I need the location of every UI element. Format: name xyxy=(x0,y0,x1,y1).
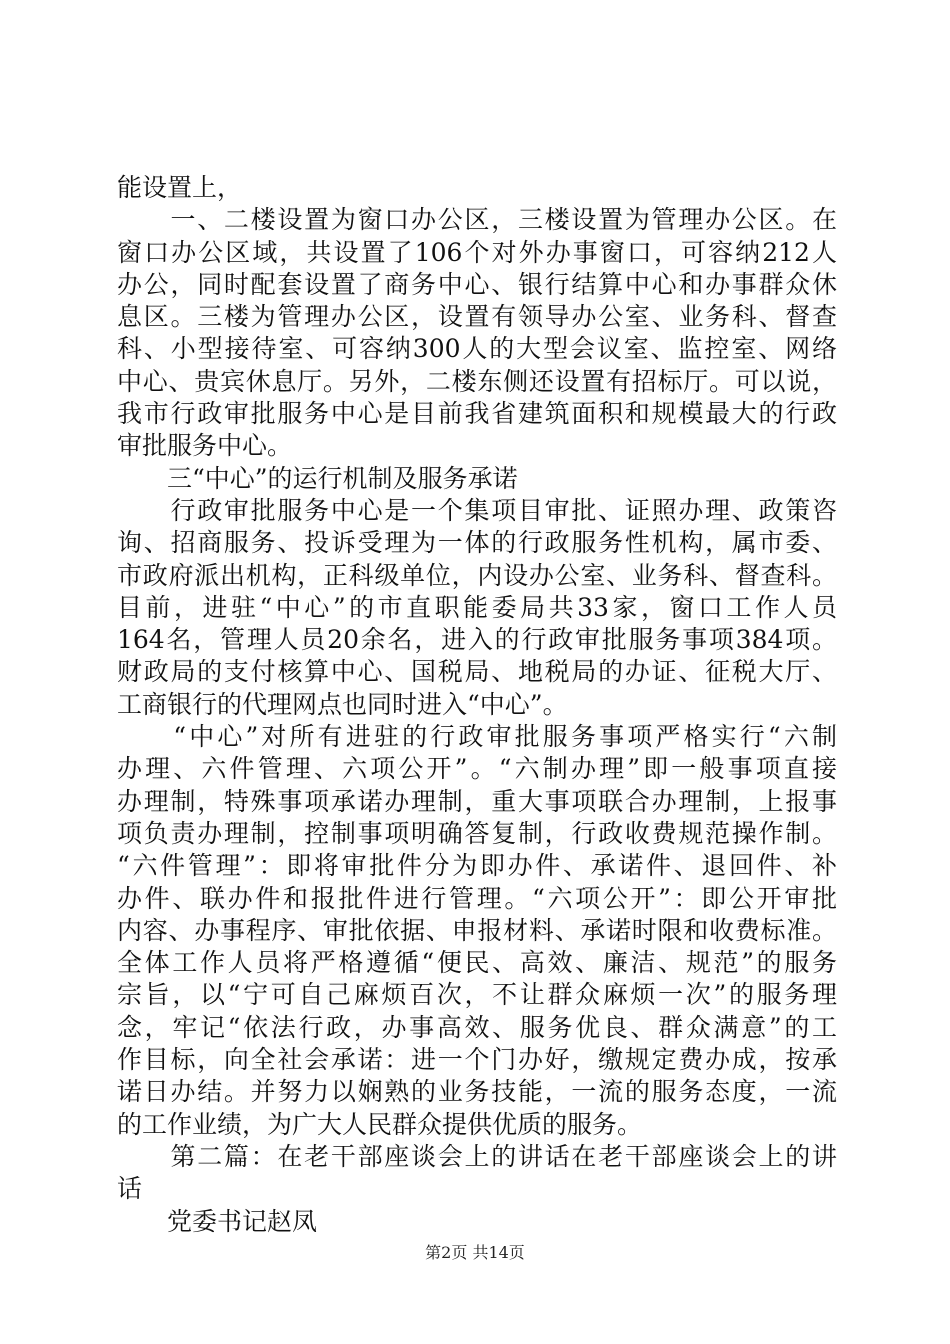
text-line: 诺日办结。并努力以娴熟的业务技能，一流的服务态度，一流 xyxy=(117,1077,837,1107)
text-line: 中心、贵宾休息厅。另外，二楼东侧还设置有招标厅。可以说， xyxy=(117,366,837,396)
text-line: 作目标，向全社会承诺：进一个门办好，缴规定费办成，按承 xyxy=(117,1045,837,1075)
text-line: 我市行政审批服务中心是目前我省建筑面积和规模最大的行政 xyxy=(117,399,837,429)
text-line: “六件管理”：即将审批件分为即办件、承诺件、退回件、补 xyxy=(117,851,837,881)
text-line: 办理制，特殊事项承诺办理制，重大事项联合办理制，上报事 xyxy=(117,786,837,816)
text-line: “中心”对所有进驻的行政审批服务事项严格实行“六制 xyxy=(117,722,837,752)
text-line: 询、招商服务、投诉受理为一体的行政服务性机构，属市委、 xyxy=(117,528,837,558)
text-line: 息区。三楼为管理办公区，设置有领导办公室、业务科、督查 xyxy=(117,302,837,332)
text-line: 办公，同时配套设置了商务中心、银行结算中心和办事群众休 xyxy=(117,269,837,299)
page-number: 第2页 共14页 xyxy=(425,1243,525,1262)
text-line: 项负责办理制，控制事项明确答复制，行政收费规范操作制。 xyxy=(117,818,837,848)
section-heading: 三“中心”的运行机制及服务承诺 xyxy=(117,463,518,493)
text-line: 一、二楼设置为窗口办公区，三楼设置为管理办公区。在 xyxy=(117,205,837,235)
text-line: 市政府派出机构，正科级单位，内设办公室、业务科、督查科。 xyxy=(117,560,837,590)
text-line: 宗旨，以“宁可自己麻烦百次，不让群众麻烦一次”的服务理 xyxy=(117,980,837,1010)
text-line: 科、小型接待室、可容纳300人的大型会议室、监控室、网络 xyxy=(117,334,837,364)
text-line: 工商银行的代理网点也同时进入“中心”。 xyxy=(117,689,568,719)
text-line: 第二篇：在老干部座谈会上的讲话在老干部座谈会上的讲 xyxy=(117,1141,837,1171)
text-line: 的工作业绩，为广大人民群众提供优质的服务。 xyxy=(117,1109,643,1139)
text-line: 话 xyxy=(117,1174,143,1204)
text-line: 目前，进驻“中心”的市直职能委局共33家，窗口工作人员 xyxy=(117,592,837,622)
text-line: 办理、六件管理、六项公开”。“六制办理”即一般事项直接 xyxy=(117,754,837,784)
document-body xyxy=(117,172,837,1238)
text-line: 窗口办公区域，共设置了106个对外办事窗口，可容纳212人 xyxy=(117,237,837,267)
text-line: 内容、办事程序、审批依据、申报材料、承诺时限和收费标准。 xyxy=(117,915,837,945)
text-line: 念，牢记“依法行政，办事高效、服务优良、群众满意”的工 xyxy=(117,1012,837,1042)
text-line: 全体工作人员将严格遵循“便民、高效、廉洁、规范”的服务 xyxy=(117,948,837,978)
text-line: 能设置上， xyxy=(117,173,243,202)
text-line: 党委书记赵凤 xyxy=(117,1206,318,1236)
text-line: 164名，管理人员20余名，进入的行政审批服务事项384项。 xyxy=(117,625,837,655)
text-line: 行政审批服务中心是一个集项目审批、证照办理、政策咨 xyxy=(117,495,837,525)
text-line: 审批服务中心。 xyxy=(117,431,293,461)
text-line: 财政局的支付核算中心、国税局、地税局的办证、征税大厅、 xyxy=(117,657,837,687)
page-footer xyxy=(0,1240,950,1263)
text-line: 办件、联办件和报批件进行管理。“六项公开”：即公开审批 xyxy=(117,883,837,913)
